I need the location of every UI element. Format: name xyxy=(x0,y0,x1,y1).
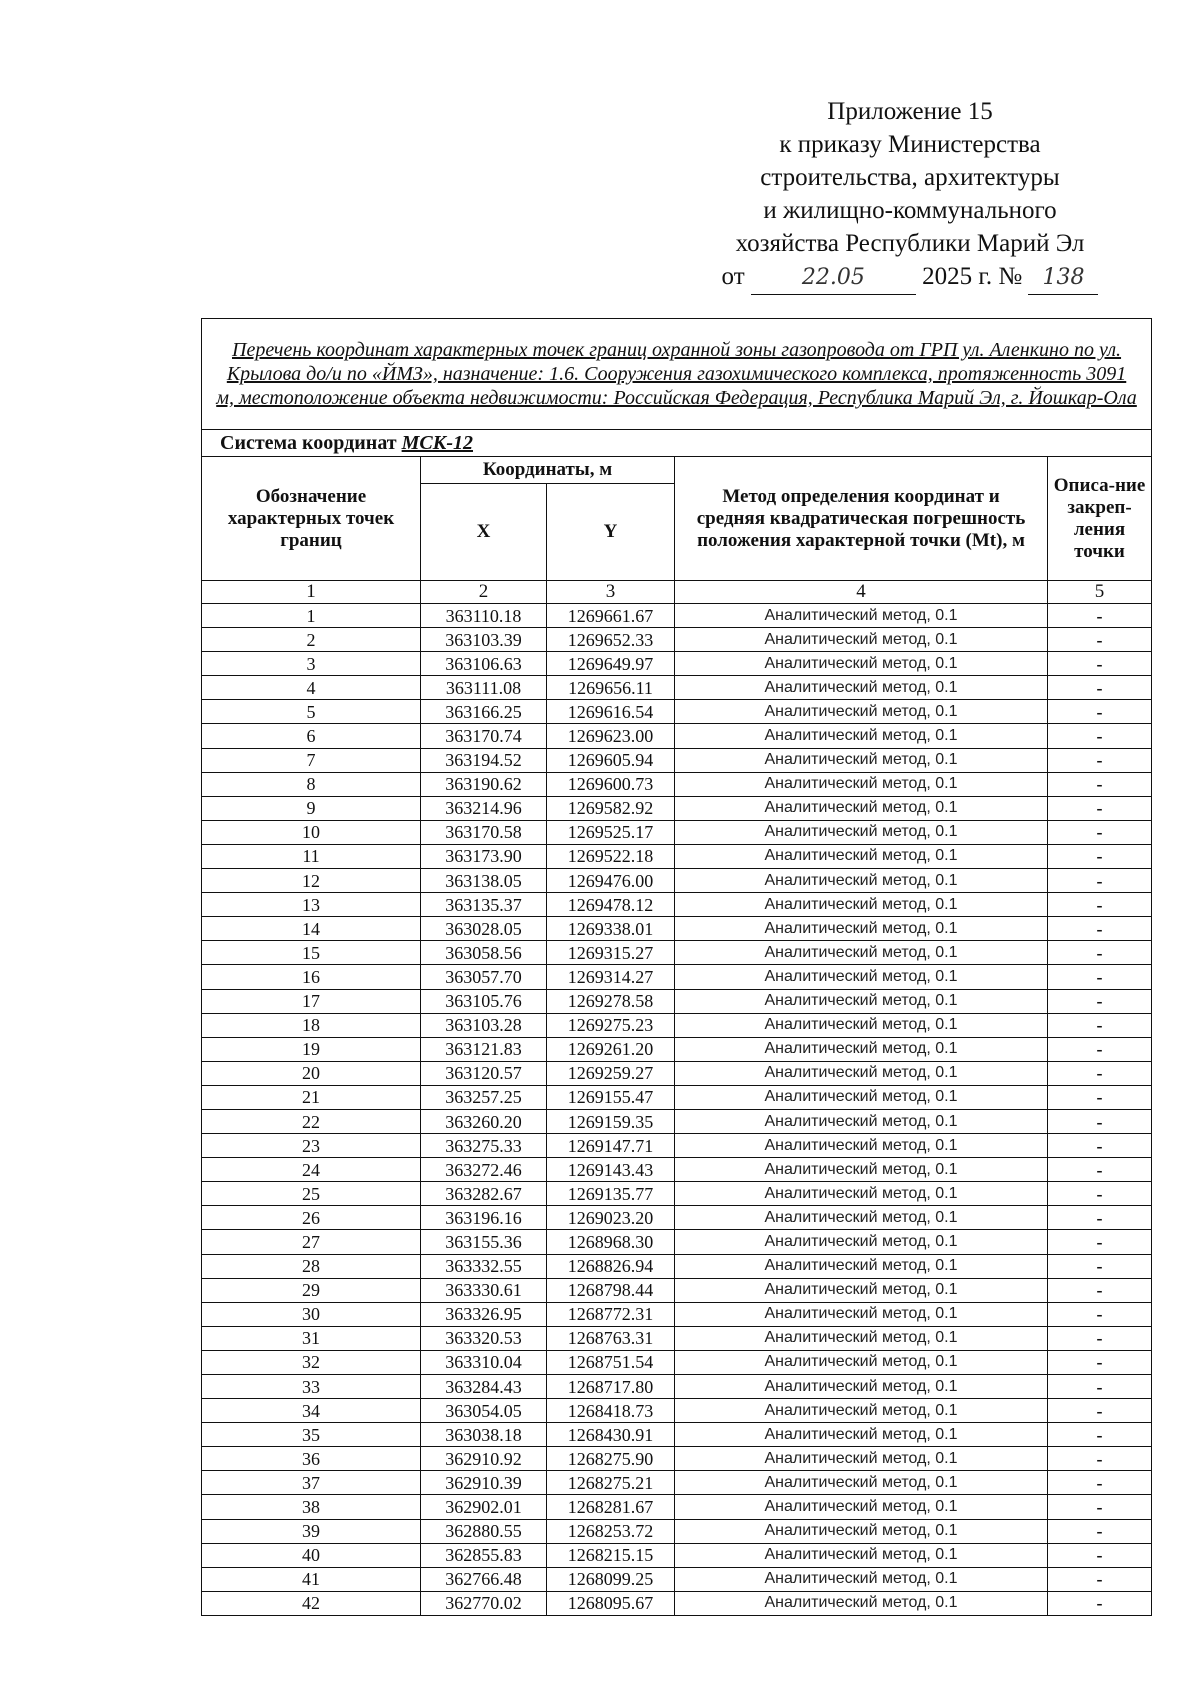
fixing-description-cell: - xyxy=(1048,604,1152,628)
fixing-description-cell: - xyxy=(1048,989,1152,1013)
method-cell: Аналитический метод, 0.1 xyxy=(675,652,1048,676)
table-row xyxy=(202,1567,1152,1591)
method-cell: Аналитический метод, 0.1 xyxy=(675,724,1048,748)
y-coordinate-cell: 1269275.23 xyxy=(547,1013,675,1037)
order-line: к приказу Министерства xyxy=(779,131,1041,158)
fixing-description-cell: - xyxy=(1048,772,1152,796)
y-coordinate-cell: 1269652.33 xyxy=(547,628,675,652)
x-coordinate-cell: 363110.18 xyxy=(421,604,547,628)
fixing-description-cell: - xyxy=(1048,869,1152,893)
method-cell: Аналитический метод, 0.1 xyxy=(675,628,1048,652)
x-coordinate-cell: 363272.46 xyxy=(421,1158,547,1182)
y-coordinate-cell: 1269143.43 xyxy=(547,1158,675,1182)
x-coordinate-cell: 363282.67 xyxy=(421,1182,547,1206)
table-row xyxy=(202,676,1152,700)
fixing-description-cell: - xyxy=(1048,652,1152,676)
table-row xyxy=(202,1013,1152,1037)
point-id-cell: 42 xyxy=(202,1591,421,1615)
point-id-cell: 19 xyxy=(202,1037,421,1061)
table-row xyxy=(202,1134,1152,1158)
y-coordinate-cell: 1269616.54 xyxy=(547,700,675,724)
appendix-title: Приложение 15 xyxy=(827,98,993,125)
method-cell: Аналитический метод, 0.1 xyxy=(675,869,1048,893)
point-id-cell: 35 xyxy=(202,1423,421,1447)
table-row xyxy=(202,1543,1152,1567)
header-method: Метод определения координат и средняя квадратическая погрешность положения характерной точки (Mt), м xyxy=(675,457,1048,581)
header-description: Описа-ние закреп-ления точки xyxy=(1048,457,1152,581)
y-coordinate-cell: 1269476.00 xyxy=(547,869,675,893)
point-id-cell: 40 xyxy=(202,1543,421,1567)
point-id-cell: 18 xyxy=(202,1013,421,1037)
x-coordinate-cell: 362855.83 xyxy=(421,1543,547,1567)
fixing-description-cell: - xyxy=(1048,700,1152,724)
header-y: Y xyxy=(547,484,675,581)
point-id-cell: 17 xyxy=(202,989,421,1013)
x-coordinate-cell: 362902.01 xyxy=(421,1495,547,1519)
method-cell: Аналитический метод, 0.1 xyxy=(675,1519,1048,1543)
method-cell: Аналитический метод, 0.1 xyxy=(675,748,1048,772)
method-cell: Аналитический метод, 0.1 xyxy=(675,1278,1048,1302)
x-coordinate-cell: 363326.95 xyxy=(421,1302,547,1326)
fixing-description-cell: - xyxy=(1048,1182,1152,1206)
table-row xyxy=(202,1326,1152,1350)
x-coordinate-cell: 363058.56 xyxy=(421,941,547,965)
x-coordinate-cell: 363170.74 xyxy=(421,724,547,748)
fixing-description-cell: - xyxy=(1048,820,1152,844)
coordinate-system-value: МСК-12 xyxy=(401,431,473,454)
fixing-description-cell: - xyxy=(1048,1158,1152,1182)
table-row xyxy=(202,1375,1152,1399)
fixing-description-cell: - xyxy=(1048,1591,1152,1615)
y-coordinate-cell: 1269478.12 xyxy=(547,893,675,917)
x-coordinate-cell: 363155.36 xyxy=(421,1230,547,1254)
point-id-cell: 39 xyxy=(202,1519,421,1543)
fixing-description-cell: - xyxy=(1048,1423,1152,1447)
point-id-cell: 14 xyxy=(202,917,421,941)
fixing-description-cell: - xyxy=(1048,1447,1152,1471)
table-row xyxy=(202,1350,1152,1374)
y-coordinate-cell: 1269661.67 xyxy=(547,604,675,628)
point-id-cell: 21 xyxy=(202,1085,421,1109)
table-row xyxy=(202,844,1152,868)
y-coordinate-cell: 1269135.77 xyxy=(547,1182,675,1206)
fixing-description-cell: - xyxy=(1048,1399,1152,1423)
y-coordinate-cell: 1269522.18 xyxy=(547,844,675,868)
y-coordinate-cell: 1269315.27 xyxy=(547,941,675,965)
fixing-description-cell: - xyxy=(1048,1230,1152,1254)
table-row xyxy=(202,604,1152,628)
point-id-cell: 32 xyxy=(202,1350,421,1374)
x-coordinate-cell: 363275.33 xyxy=(421,1134,547,1158)
y-coordinate-cell: 1268281.67 xyxy=(547,1495,675,1519)
x-coordinate-cell: 363103.39 xyxy=(421,628,547,652)
table-row xyxy=(202,628,1152,652)
y-coordinate-cell: 1268430.91 xyxy=(547,1423,675,1447)
column-number: 3 xyxy=(547,581,675,604)
point-id-cell: 8 xyxy=(202,772,421,796)
x-coordinate-cell: 363105.76 xyxy=(421,989,547,1013)
table-row xyxy=(202,1423,1152,1447)
method-cell: Аналитический метод, 0.1 xyxy=(675,1109,1048,1133)
fixing-description-cell: - xyxy=(1048,1543,1152,1567)
y-coordinate-cell: 1268275.21 xyxy=(547,1471,675,1495)
point-id-cell: 11 xyxy=(202,844,421,868)
table-row xyxy=(202,652,1152,676)
y-coordinate-cell: 1269259.27 xyxy=(547,1061,675,1085)
table-row xyxy=(202,1447,1152,1471)
y-coordinate-cell: 1269338.01 xyxy=(547,917,675,941)
document-header xyxy=(700,95,1120,295)
method-cell: Аналитический метод, 0.1 xyxy=(675,1447,1048,1471)
point-id-cell: 34 xyxy=(202,1399,421,1423)
point-id-cell: 20 xyxy=(202,1061,421,1085)
y-coordinate-cell: 1268763.31 xyxy=(547,1326,675,1350)
table-row xyxy=(202,941,1152,965)
fixing-description-cell: - xyxy=(1048,1495,1152,1519)
x-coordinate-cell: 363320.53 xyxy=(421,1326,547,1350)
column-number: 1 xyxy=(202,581,421,604)
x-coordinate-cell: 363194.52 xyxy=(421,748,547,772)
fixing-description-cell: - xyxy=(1048,1471,1152,1495)
y-coordinate-cell: 1269159.35 xyxy=(547,1109,675,1133)
table-row xyxy=(202,700,1152,724)
x-coordinate-cell: 363190.62 xyxy=(421,772,547,796)
table-row xyxy=(202,1230,1152,1254)
method-cell: Аналитический метод, 0.1 xyxy=(675,1591,1048,1615)
table-row xyxy=(202,1037,1152,1061)
column-number: 5 xyxy=(1048,581,1152,604)
x-coordinate-cell: 363166.25 xyxy=(421,700,547,724)
point-id-cell: 15 xyxy=(202,941,421,965)
x-coordinate-cell: 363138.05 xyxy=(421,869,547,893)
coordinate-system-label: Система координат xyxy=(220,431,397,454)
point-id-cell: 26 xyxy=(202,1206,421,1230)
point-id-cell: 28 xyxy=(202,1254,421,1278)
y-coordinate-cell: 1269649.97 xyxy=(547,652,675,676)
method-cell: Аналитический метод, 0.1 xyxy=(675,1182,1048,1206)
coordinates-table-wrapper xyxy=(201,318,1151,1616)
point-id-cell: 38 xyxy=(202,1495,421,1519)
table-row xyxy=(202,869,1152,893)
table-row xyxy=(202,893,1152,917)
order-date-line xyxy=(700,260,1120,295)
x-coordinate-cell: 363135.37 xyxy=(421,893,547,917)
x-coordinate-cell: 362910.39 xyxy=(421,1471,547,1495)
method-cell: Аналитический метод, 0.1 xyxy=(675,700,1048,724)
method-cell: Аналитический метод, 0.1 xyxy=(675,676,1048,700)
method-cell: Аналитический метод, 0.1 xyxy=(675,1302,1048,1326)
point-id-cell: 31 xyxy=(202,1326,421,1350)
fixing-description-cell: - xyxy=(1048,1350,1152,1374)
method-cell: Аналитический метод, 0.1 xyxy=(675,1375,1048,1399)
method-cell: Аналитический метод, 0.1 xyxy=(675,844,1048,868)
table-row xyxy=(202,772,1152,796)
table-row xyxy=(202,1302,1152,1326)
point-id-cell: 6 xyxy=(202,724,421,748)
method-cell: Аналитический метод, 0.1 xyxy=(675,965,1048,989)
x-coordinate-cell: 363332.55 xyxy=(421,1254,547,1278)
x-coordinate-cell: 363170.58 xyxy=(421,820,547,844)
fixing-description-cell: - xyxy=(1048,724,1152,748)
point-id-cell: 2 xyxy=(202,628,421,652)
method-cell: Аналитический метод, 0.1 xyxy=(675,1230,1048,1254)
x-coordinate-cell: 363330.61 xyxy=(421,1278,547,1302)
handwritten-date: 22.05 xyxy=(751,261,916,295)
point-id-cell: 4 xyxy=(202,676,421,700)
coordinates-table xyxy=(201,318,1152,1616)
x-coordinate-cell: 363257.25 xyxy=(421,1085,547,1109)
y-coordinate-cell: 1269023.20 xyxy=(547,1206,675,1230)
fixing-description-cell: - xyxy=(1048,1278,1152,1302)
fixing-description-cell: - xyxy=(1048,1134,1152,1158)
fixing-description-cell: - xyxy=(1048,676,1152,700)
method-cell: Аналитический метод, 0.1 xyxy=(675,1567,1048,1591)
date-prefix: от xyxy=(721,263,745,290)
point-id-cell: 29 xyxy=(202,1278,421,1302)
point-id-cell: 10 xyxy=(202,820,421,844)
y-coordinate-cell: 1268826.94 xyxy=(547,1254,675,1278)
fixing-description-cell: - xyxy=(1048,844,1152,868)
table-row xyxy=(202,796,1152,820)
method-cell: Аналитический метод, 0.1 xyxy=(675,604,1048,628)
fixing-description-cell: - xyxy=(1048,917,1152,941)
fixing-description-cell: - xyxy=(1048,1206,1152,1230)
method-cell: Аналитический метод, 0.1 xyxy=(675,1085,1048,1109)
method-cell: Аналитический метод, 0.1 xyxy=(675,941,1048,965)
y-coordinate-cell: 1269623.00 xyxy=(547,724,675,748)
point-id-cell: 24 xyxy=(202,1158,421,1182)
y-coordinate-cell: 1268772.31 xyxy=(547,1302,675,1326)
table-row xyxy=(202,1182,1152,1206)
method-cell: Аналитический метод, 0.1 xyxy=(675,820,1048,844)
fixing-description-cell: - xyxy=(1048,1061,1152,1085)
point-id-cell: 7 xyxy=(202,748,421,772)
method-cell: Аналитический метод, 0.1 xyxy=(675,1543,1048,1567)
header-coordinates: Координаты, м xyxy=(421,457,675,484)
header-point-designation: Обозначение характерных точек границ xyxy=(202,457,421,581)
y-coordinate-cell: 1268253.72 xyxy=(547,1519,675,1543)
method-cell: Аналитический метод, 0.1 xyxy=(675,1254,1048,1278)
point-id-cell: 3 xyxy=(202,652,421,676)
fixing-description-cell: - xyxy=(1048,893,1152,917)
x-coordinate-cell: 363054.05 xyxy=(421,1399,547,1423)
y-coordinate-cell: 1268099.25 xyxy=(547,1567,675,1591)
method-cell: Аналитический метод, 0.1 xyxy=(675,1158,1048,1182)
table-row xyxy=(202,1399,1152,1423)
ministry-line-3: хозяйства Республики Марий Эл xyxy=(735,230,1085,257)
fixing-description-cell: - xyxy=(1048,628,1152,652)
fixing-description-cell: - xyxy=(1048,1326,1152,1350)
table-row xyxy=(202,1061,1152,1085)
year-number-label: 2025 г. № xyxy=(922,263,1023,290)
table-row xyxy=(202,724,1152,748)
point-id-cell: 16 xyxy=(202,965,421,989)
y-coordinate-cell: 1269314.27 xyxy=(547,965,675,989)
y-coordinate-cell: 1268751.54 xyxy=(547,1350,675,1374)
x-coordinate-cell: 363214.96 xyxy=(421,796,547,820)
method-cell: Аналитический метод, 0.1 xyxy=(675,1399,1048,1423)
x-coordinate-cell: 362770.02 xyxy=(421,1591,547,1615)
x-coordinate-cell: 363038.18 xyxy=(421,1423,547,1447)
point-id-cell: 33 xyxy=(202,1375,421,1399)
x-coordinate-cell: 362880.55 xyxy=(421,1519,547,1543)
handwritten-order-number: 138 xyxy=(1028,261,1098,295)
table-title: Перечень координат характерных точек границ охранной зоны газопровода от ГРП ул. Аленкино по ул. Крылова до/и по «ЙМЗ», назначение: 1.6. Сооружения газохимического комплекса, протяженность 3091 м, местоположение объекта недвижимости: Российская Федерация, Республика Марий Эл, г. Йошкар-Ола xyxy=(202,319,1152,430)
fixing-description-cell: - xyxy=(1048,1519,1152,1543)
x-coordinate-cell: 363260.20 xyxy=(421,1109,547,1133)
fixing-description-cell: - xyxy=(1048,1254,1152,1278)
x-coordinate-cell: 362766.48 xyxy=(421,1567,547,1591)
table-row xyxy=(202,1591,1152,1615)
y-coordinate-cell: 1269261.20 xyxy=(547,1037,675,1061)
y-coordinate-cell: 1269155.47 xyxy=(547,1085,675,1109)
point-id-cell: 22 xyxy=(202,1109,421,1133)
method-cell: Аналитический метод, 0.1 xyxy=(675,917,1048,941)
table-row xyxy=(202,1254,1152,1278)
table-row xyxy=(202,1085,1152,1109)
x-coordinate-cell: 363103.28 xyxy=(421,1013,547,1037)
table-row xyxy=(202,1519,1152,1543)
x-coordinate-cell: 363196.16 xyxy=(421,1206,547,1230)
x-coordinate-cell: 363028.05 xyxy=(421,917,547,941)
point-id-cell: 13 xyxy=(202,893,421,917)
table-row xyxy=(202,1158,1152,1182)
method-cell: Аналитический метод, 0.1 xyxy=(675,1206,1048,1230)
fixing-description-cell: - xyxy=(1048,748,1152,772)
method-cell: Аналитический метод, 0.1 xyxy=(675,796,1048,820)
point-id-cell: 9 xyxy=(202,796,421,820)
table-row xyxy=(202,965,1152,989)
fixing-description-cell: - xyxy=(1048,1375,1152,1399)
method-cell: Аналитический метод, 0.1 xyxy=(675,1471,1048,1495)
table-row xyxy=(202,989,1152,1013)
x-coordinate-cell: 363310.04 xyxy=(421,1350,547,1374)
y-coordinate-cell: 1268215.15 xyxy=(547,1543,675,1567)
y-coordinate-cell: 1269525.17 xyxy=(547,820,675,844)
point-id-cell: 30 xyxy=(202,1302,421,1326)
y-coordinate-cell: 1268798.44 xyxy=(547,1278,675,1302)
x-coordinate-cell: 363106.63 xyxy=(421,652,547,676)
y-coordinate-cell: 1269147.71 xyxy=(547,1134,675,1158)
fixing-description-cell: - xyxy=(1048,1567,1152,1591)
table-row xyxy=(202,748,1152,772)
point-id-cell: 1 xyxy=(202,604,421,628)
x-coordinate-cell: 362910.92 xyxy=(421,1447,547,1471)
point-id-cell: 36 xyxy=(202,1447,421,1471)
y-coordinate-cell: 1268275.90 xyxy=(547,1447,675,1471)
column-number: 2 xyxy=(421,581,547,604)
table-row xyxy=(202,1206,1152,1230)
method-cell: Аналитический метод, 0.1 xyxy=(675,1326,1048,1350)
x-coordinate-cell: 363173.90 xyxy=(421,844,547,868)
ministry-line-2: и жилищно-коммунального xyxy=(763,197,1057,224)
column-number: 4 xyxy=(675,581,1048,604)
y-coordinate-cell: 1269582.92 xyxy=(547,796,675,820)
method-cell: Аналитический метод, 0.1 xyxy=(675,1061,1048,1085)
fixing-description-cell: - xyxy=(1048,1109,1152,1133)
table-row xyxy=(202,1278,1152,1302)
point-id-cell: 27 xyxy=(202,1230,421,1254)
table-row xyxy=(202,1109,1152,1133)
y-coordinate-cell: 1269600.73 xyxy=(547,772,675,796)
y-coordinate-cell: 1268968.30 xyxy=(547,1230,675,1254)
coordinate-system-row xyxy=(202,430,1152,457)
x-coordinate-cell: 363057.70 xyxy=(421,965,547,989)
fixing-description-cell: - xyxy=(1048,1085,1152,1109)
method-cell: Аналитический метод, 0.1 xyxy=(675,989,1048,1013)
method-cell: Аналитический метод, 0.1 xyxy=(675,1350,1048,1374)
y-coordinate-cell: 1268418.73 xyxy=(547,1399,675,1423)
table-row xyxy=(202,1495,1152,1519)
table-body xyxy=(202,604,1152,1616)
point-id-cell: 5 xyxy=(202,700,421,724)
header-x: X xyxy=(421,484,547,581)
method-cell: Аналитический метод, 0.1 xyxy=(675,1037,1048,1061)
fixing-description-cell: - xyxy=(1048,1037,1152,1061)
table-row xyxy=(202,1471,1152,1495)
y-coordinate-cell: 1268095.67 xyxy=(547,1591,675,1615)
y-coordinate-cell: 1269656.11 xyxy=(547,676,675,700)
column-numbers-row xyxy=(202,581,1152,604)
point-id-cell: 25 xyxy=(202,1182,421,1206)
y-coordinate-cell: 1269605.94 xyxy=(547,748,675,772)
x-coordinate-cell: 363121.83 xyxy=(421,1037,547,1061)
y-coordinate-cell: 1268717.80 xyxy=(547,1375,675,1399)
fixing-description-cell: - xyxy=(1048,941,1152,965)
fixing-description-cell: - xyxy=(1048,965,1152,989)
x-coordinate-cell: 363284.43 xyxy=(421,1375,547,1399)
y-coordinate-cell: 1269278.58 xyxy=(547,989,675,1013)
point-id-cell: 37 xyxy=(202,1471,421,1495)
method-cell: Аналитический метод, 0.1 xyxy=(675,893,1048,917)
method-cell: Аналитический метод, 0.1 xyxy=(675,1013,1048,1037)
fixing-description-cell: - xyxy=(1048,796,1152,820)
method-cell: Аналитический метод, 0.1 xyxy=(675,1134,1048,1158)
point-id-cell: 23 xyxy=(202,1134,421,1158)
ministry-line-1: строительства, архитектуры xyxy=(760,164,1060,191)
fixing-description-cell: - xyxy=(1048,1302,1152,1326)
method-cell: Аналитический метод, 0.1 xyxy=(675,1495,1048,1519)
x-coordinate-cell: 363120.57 xyxy=(421,1061,547,1085)
method-cell: Аналитический метод, 0.1 xyxy=(675,1423,1048,1447)
table-row xyxy=(202,917,1152,941)
point-id-cell: 41 xyxy=(202,1567,421,1591)
fixing-description-cell: - xyxy=(1048,1013,1152,1037)
x-coordinate-cell: 363111.08 xyxy=(421,676,547,700)
method-cell: Аналитический метод, 0.1 xyxy=(675,772,1048,796)
table-row xyxy=(202,820,1152,844)
point-id-cell: 12 xyxy=(202,869,421,893)
